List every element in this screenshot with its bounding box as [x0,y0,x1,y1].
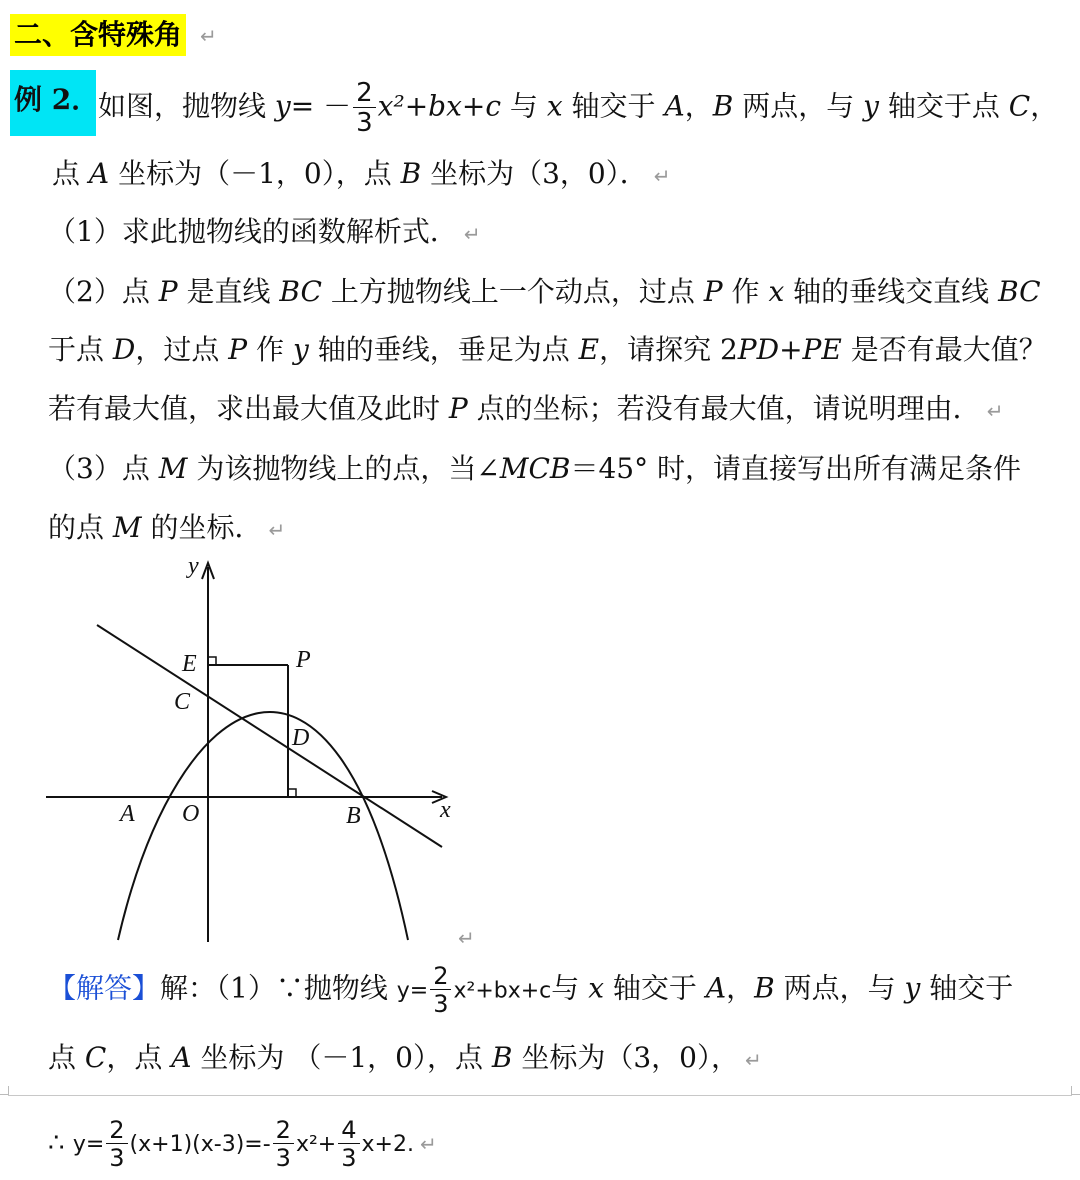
text-run: 是否有最大值？ [850,333,1047,366]
equation-term: x²+ [295,1132,337,1157]
point-A: A [664,89,685,123]
solution-line-2 [48,1038,762,1080]
text-run: ，点 [106,1041,163,1074]
var-y: y [863,89,879,123]
frac-den: 3 [275,1144,291,1172]
page-divider [8,1095,1072,1096]
line-BC: BC [998,275,1041,308]
point-A: A [705,971,727,1005]
text-run: = － [290,89,352,123]
text-run: 与 [551,971,580,1005]
text-run: ，过点 [135,333,220,366]
frac-num: 2 [273,1118,294,1144]
text-run: 轴交于 [571,89,656,123]
section-heading: 二、含特殊角 [10,14,186,56]
equation-lhs: y= [396,978,429,1004]
text-run: 轴的垂线交直线 [793,275,990,308]
text-run: 若有最大值，求出最大值及此时 [48,392,441,425]
text-run: 轴交于点 [887,89,1000,123]
paragraph-mark: ↵ [419,1132,437,1156]
text-run: 的点 [48,511,105,544]
equation-factored: (x+1)(x-3)=- [129,1132,271,1157]
point-B: B [491,1041,513,1074]
point-P: P [448,392,468,425]
text-run: 是直线 [186,275,271,308]
paragraph-mark: ↵ [268,518,286,542]
problem-line-1 [98,80,1058,136]
frac-num: 2 [106,1118,127,1144]
example-label: 例 2． [10,70,96,136]
var-y: y [904,971,921,1005]
fraction [338,1118,359,1170]
var-x: x [546,89,563,123]
point-A: A [88,157,110,190]
question-3-line-1 [48,449,1021,489]
text-run: 为该抛物线上的点，当∠ [196,452,500,485]
text-run: （3）点 [48,452,150,485]
angle-MCB: MCB [499,452,571,485]
frac-den: 3 [109,1144,125,1172]
text-run: 于点 [48,333,105,366]
right-angle-mark-e [208,657,216,665]
fraction [106,1118,127,1170]
text-run: ＝45° 时，请直接写出所有满足条件 [570,452,1021,485]
text-run: 点 [48,1041,77,1074]
frac-den: 3 [433,990,449,1018]
equation-rest: x²+bx+c [453,978,552,1004]
point-D: D [112,333,136,366]
label-o: O [182,801,200,827]
text-run: （1）求此抛物线的函数解析式． [48,215,458,248]
point-P: P [228,333,248,366]
label-b: B [346,803,361,829]
text-run: 坐标为（3，0）， [521,1041,739,1074]
var-y: y [292,333,309,366]
frac-den: 3 [356,108,373,138]
label-d: D [292,725,310,751]
point-M: M [112,511,142,544]
paragraph-mark: ↵ [463,222,481,246]
text-run: 坐标为（3，0）． [430,157,648,190]
frac-den: 3 [341,1144,357,1172]
point-M: M [158,452,188,485]
point-B: B [400,157,422,190]
paragraph-mark: ↵ [653,164,671,188]
expression-pd-pe: PD+PE [737,333,842,366]
equation-rest: x²+bx+c [377,89,502,123]
point-A: A [171,1041,192,1074]
right-angle-mark-foot [288,789,296,797]
line-bc [97,625,442,847]
therefore-sign: ∴ [48,1128,65,1158]
paragraph-mark: ↵ [200,24,217,48]
frac-num: 4 [338,1118,359,1144]
text-run: 点 [52,157,81,190]
page-corner-mark [0,1086,9,1095]
point-E: E [578,333,600,366]
line-BC: BC [279,275,322,308]
label-p: P [296,647,311,673]
parabola-curve [118,712,408,940]
fraction [273,1118,294,1170]
paragraph-mark: ↵ [458,926,475,950]
frac-num: 2 [430,964,451,990]
fraction [353,80,376,136]
text-run: ， [726,971,755,1005]
paragraph-mark: ↵ [986,399,1004,423]
text-run: 的坐标． [150,511,263,544]
label-c: C [174,689,191,715]
parabola-figure [0,545,480,945]
text-run: 作 [256,333,285,366]
point-P: P [158,275,178,308]
text-run: 两点，与 [742,89,855,123]
text-run: 如图，抛物线 [98,89,267,123]
var-y: y [274,89,291,123]
solution-line-1 [48,964,1013,1016]
label-y: y [188,553,199,579]
page-corner-mark [1071,1086,1080,1095]
question-2-line-1 [48,272,1041,312]
text-run: ，请探究 2 [599,333,738,366]
text-run: ， [684,89,713,123]
question-1 [48,212,481,254]
var-x: x [768,275,785,308]
point-C: C [1008,89,1031,123]
text-run: ， [1030,89,1059,123]
question-2-line-2 [48,330,1047,370]
frac-num: 2 [353,80,376,108]
equation-term: x+2. [361,1132,414,1157]
question-3-line-2 [48,508,285,550]
text-run: （2）点 [48,275,150,308]
point-C: C [84,1041,107,1074]
text-run: 上方抛物线上一个动点，过点 [330,275,695,308]
point-P: P [703,275,723,308]
text-run: 作 [731,275,760,308]
solution-line-3 [48,1118,437,1170]
text-run: 解：（1）∵抛物线 [160,971,388,1005]
point-B: B [754,971,775,1005]
question-2-line-3 [48,389,1003,431]
answer-tag: 【解答】 [48,971,161,1005]
label-x: x [440,797,451,823]
text-run: 轴交于 [612,971,697,1005]
text-run: 轴的垂线，垂足为点 [317,333,570,366]
problem-line-2 [52,154,671,196]
text-run: 坐标为（－1，0），点 [118,157,392,190]
text-run: 点的坐标；若没有最大值，请说明理由． [476,392,981,425]
fraction [430,964,451,1016]
paragraph-mark: ↵ [744,1048,762,1072]
text-run: 轴交于 [929,971,1014,1005]
var-x: x [588,971,604,1005]
equation-lhs: y= [72,1132,105,1157]
label-a: A [120,801,135,827]
text-run: 与 [509,89,538,123]
label-e: E [182,651,197,677]
text-run: 坐标为 （－1，0），点 [200,1041,483,1074]
text-run: 两点，与 [783,971,896,1005]
point-B: B [712,89,734,123]
